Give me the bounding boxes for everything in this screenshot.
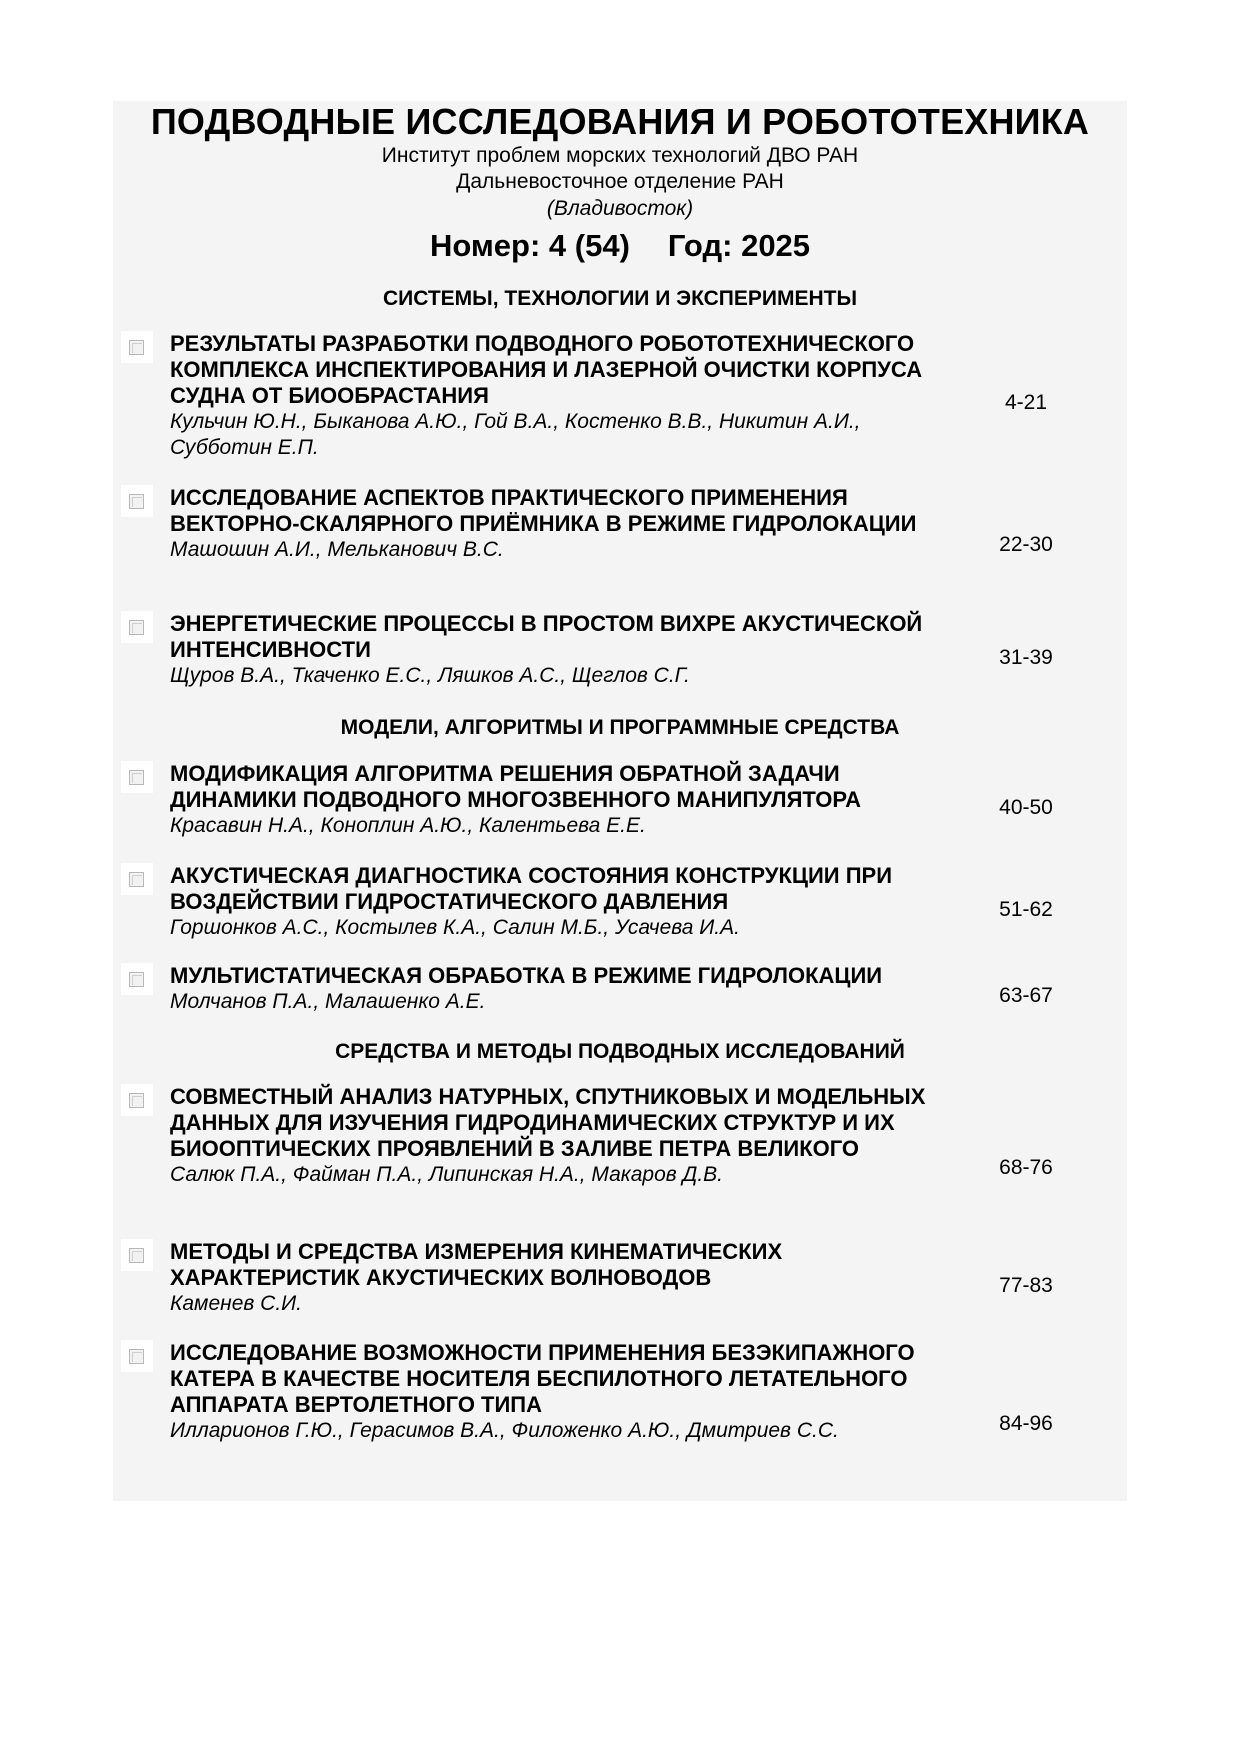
branch-name: Дальневосточное отделение РАН xyxy=(456,170,784,193)
article-title[interactable]: МЕТОДЫ И СРЕДСТВА ИЗМЕРЕНИЯ КИНЕМАТИЧЕСКИХ ХАРАКТЕРИСТИК АКУСТИЧЕСКИХ ВОЛНОВОДОВ xyxy=(170,1239,783,1290)
checkbox-icon xyxy=(129,1349,144,1364)
article-pages: 77-83 xyxy=(999,1274,1053,1297)
article-authors: Молчанов П.А., Малашенко А.Е. xyxy=(170,990,486,1013)
article-title[interactable]: ИССЛЕДОВАНИЕ АСПЕКТОВ ПРАКТИЧЕСКОГО ПРИМЕНЕНИЯ ВЕКТОРНО-СКАЛЯРНОГО ПРИЁМНИКА В РЕЖИМЕ ГИДРОЛОКАЦИИ xyxy=(170,485,917,536)
checkbox-icon xyxy=(129,770,144,785)
checkbox-icon xyxy=(129,620,144,635)
article-checkbox[interactable] xyxy=(121,1340,153,1372)
article-checkbox[interactable] xyxy=(121,611,153,643)
article-pages: 4-21 xyxy=(1004,391,1048,414)
article-pages: 51-62 xyxy=(999,898,1053,921)
article-pages: 68-76 xyxy=(999,1156,1053,1179)
checkbox-icon xyxy=(129,1248,144,1263)
article-authors: Кульчин Ю.Н., Быканова А.Ю., Гой В.А., Костенко В.В., Никитин А.И., Субботин Е.П. xyxy=(170,410,861,459)
article-pages: 40-50 xyxy=(999,796,1053,819)
article-title[interactable]: СОВМЕСТНЫЙ АНАЛИЗ НАТУРНЫХ, СПУТНИКОВЫХ И МОДЕЛЬНЫХ ДАННЫХ ДЛЯ ИЗУЧЕНИЯ ГИДРОДИНАМИЧЕСКИХ СТРУКТУР И ИХ БИООПТИЧЕСКИХ ПРОЯВЛЕНИЙ В ЗАЛИВЕ ПЕТРА ВЕЛИКОГО xyxy=(170,1084,926,1161)
section-heading: СРЕДСТВА И МЕТОДЫ ПОДВОДНЫХ ИССЛЕДОВАНИЙ xyxy=(335,1040,905,1063)
checkbox-icon xyxy=(129,340,144,355)
article-title[interactable]: МОДИФИКАЦИЯ АЛГОРИТМА РЕШЕНИЯ ОБРАТНОЙ ЗАДАЧИ ДИНАМИКИ ПОДВОДНОГО МНОГОЗВЕННОГО МАНИПУЛЯТОРА xyxy=(170,761,862,812)
article-title[interactable]: ИССЛЕДОВАНИЕ ВОЗМОЖНОСТИ ПРИМЕНЕНИЯ БЕЗЭКИПАЖНОГО КАТЕРА В КАЧЕСТВЕ НОСИТЕЛЯ БЕСПИЛОТНОГО ЛЕТАТЕЛЬНОГО АППАРАТА ВЕРТОЛЕТНОГО ТИПА xyxy=(170,1340,915,1417)
article-pages: 63-67 xyxy=(999,984,1053,1007)
issue-year: Год: 2025 xyxy=(667,228,811,263)
article-authors: Илларионов Г.Ю., Герасимов В.А., Филоженко А.Ю., Дмитриев С.С. xyxy=(170,1419,839,1442)
issue-line xyxy=(113,227,1127,265)
section-heading: МОДЕЛИ, АЛГОРИТМЫ И ПРОГРАММНЫЕ СРЕДСТВА xyxy=(340,716,900,739)
section-heading: СИСТЕМЫ, ТЕХНОЛОГИИ И ЭКСПЕРИМЕНТЫ xyxy=(382,287,858,310)
checkbox-icon xyxy=(129,972,144,987)
article-pages: 22-30 xyxy=(999,533,1053,556)
article-authors: Горшонков А.С., Костылев К.А., Салин М.Б., Усачева И.А. xyxy=(170,916,740,939)
article-title[interactable]: РЕЗУЛЬТАТЫ РАЗРАБОТКИ ПОДВОДНОГО РОБОТОТЕХНИЧЕСКОГО КОМПЛЕКСА ИНСПЕКТИРОВАНИЯ И ЛАЗЕРНОЙ ОЧИСТКИ КОРПУСА СУДНА ОТ БИООБРАСТАНИЯ xyxy=(170,331,923,408)
city-name: (Владивосток) xyxy=(546,197,694,220)
article-pages: 84-96 xyxy=(999,1412,1053,1435)
article-checkbox[interactable] xyxy=(121,761,153,793)
article-authors: Каменев С.И. xyxy=(170,1292,303,1315)
article-checkbox[interactable] xyxy=(121,1084,153,1116)
checkbox-icon xyxy=(129,1093,144,1108)
article-checkbox[interactable] xyxy=(121,1239,153,1271)
article-checkbox[interactable] xyxy=(121,963,153,995)
article-authors: Салюк П.А., Файман П.А., Липинская Н.А., Макаров Д.В. xyxy=(170,1163,724,1186)
article-title[interactable]: МУЛЬТИСТАТИЧЕСКАЯ ОБРАБОТКА В РЕЖИМЕ ГИДРОЛОКАЦИИ xyxy=(170,963,883,988)
article-title[interactable]: АКУСТИЧЕСКАЯ ДИАГНОСТИКА СОСТОЯНИЯ КОНСТРУКЦИИ ПРИ ВОЗДЕЙСТВИИ ГИДРОСТАТИЧЕСКОГО ДАВЛЕНИЯ xyxy=(170,863,893,914)
checkbox-icon xyxy=(129,494,144,509)
article-authors: Красавин Н.А., Коноплин А.Ю., Калентьева Е.Е. xyxy=(170,814,646,837)
checkbox-icon xyxy=(129,872,144,887)
article-checkbox[interactable] xyxy=(121,331,153,363)
article-pages: 31-39 xyxy=(999,646,1053,669)
article-checkbox[interactable] xyxy=(121,863,153,895)
article-authors: Щуров В.А., Ткаченко Е.С., Ляшков А.С., Щеглов С.Г. xyxy=(170,664,690,687)
article-title[interactable]: ЭНЕРГЕТИЧЕСКИЕ ПРОЦЕССЫ В ПРОСТОМ ВИХРЕ АКУСТИЧЕСКОЙ ИНТЕНСИВНОСТИ xyxy=(170,611,923,662)
article-authors: Машошин А.И., Мельканович В.С. xyxy=(170,538,504,561)
journal-title: ПОДВОДНЫЕ ИССЛЕДОВАНИЯ И РОБОТОТЕХНИКА xyxy=(150,101,1090,142)
article-checkbox[interactable] xyxy=(121,485,153,517)
institute-name: Институт проблем морских технологий ДВО РАН xyxy=(381,144,859,167)
issue-number: Номер: 4 (54) xyxy=(429,228,630,263)
